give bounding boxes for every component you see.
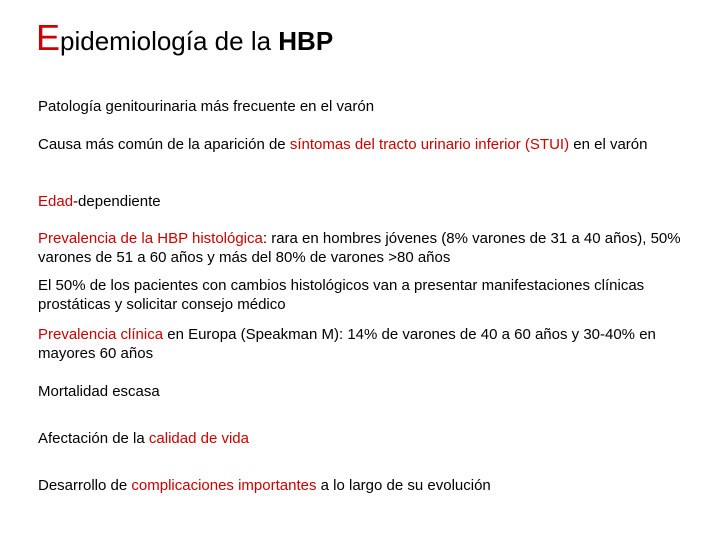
item-text: Patología genitourinaria más frecuente en el varón	[38, 98, 375, 115]
item-highlight: Edad	[38, 193, 74, 210]
item-highlight: complicaciones importantes	[131, 477, 317, 494]
item-text: Desarrollo de	[38, 477, 132, 494]
item-complications	[38, 476, 708, 495]
item-highlight: síntomas del tracto urinario inferior (STUI)	[289, 136, 570, 153]
title-text: pidemiología de la	[60, 26, 279, 56]
item-genitourinary	[38, 97, 708, 116]
item-highlight: Prevalencia clínica	[38, 326, 164, 343]
item-mortality	[38, 382, 708, 401]
item-text: a lo largo de su evolución	[316, 477, 491, 494]
item-highlight: Prevalencia de la HBP histológica	[38, 230, 263, 247]
item-text: -dependiente	[73, 193, 161, 210]
item-text: Causa más común de la aparición de	[38, 136, 290, 153]
item-text: El 50% de los pacientes con cambios histológicos van a presentar manifestaciones clínicas prostáticas y solicitar consejo médico	[38, 277, 645, 313]
title-initial: E	[36, 17, 61, 58]
slide-title	[36, 18, 333, 61]
item-text: Mortalidad escasa	[38, 383, 160, 400]
title-bold: HBP	[278, 26, 334, 56]
item-quality-of-life	[38, 429, 708, 448]
item-histologic-prevalence	[38, 229, 708, 267]
item-age-dependent	[38, 192, 708, 211]
item-text: en Europa (Speakman M): 14% de varones de 40 a 60 años y 30-40% en mayores 60 años	[38, 326, 656, 362]
item-text: en el varón	[569, 136, 648, 153]
item-text: : rara en hombres jóvenes (8% varones de 31 a 40 años), 50% varones de 51 a 60 años y más del 80% de varones >80 años	[38, 230, 681, 266]
item-clinical-prevalence	[38, 325, 708, 363]
item-highlight: calidad de vida	[148, 430, 249, 447]
item-text: Afectación de la	[38, 430, 149, 447]
item-clinical-manifestations	[38, 276, 708, 314]
item-luts-cause	[38, 135, 708, 154]
